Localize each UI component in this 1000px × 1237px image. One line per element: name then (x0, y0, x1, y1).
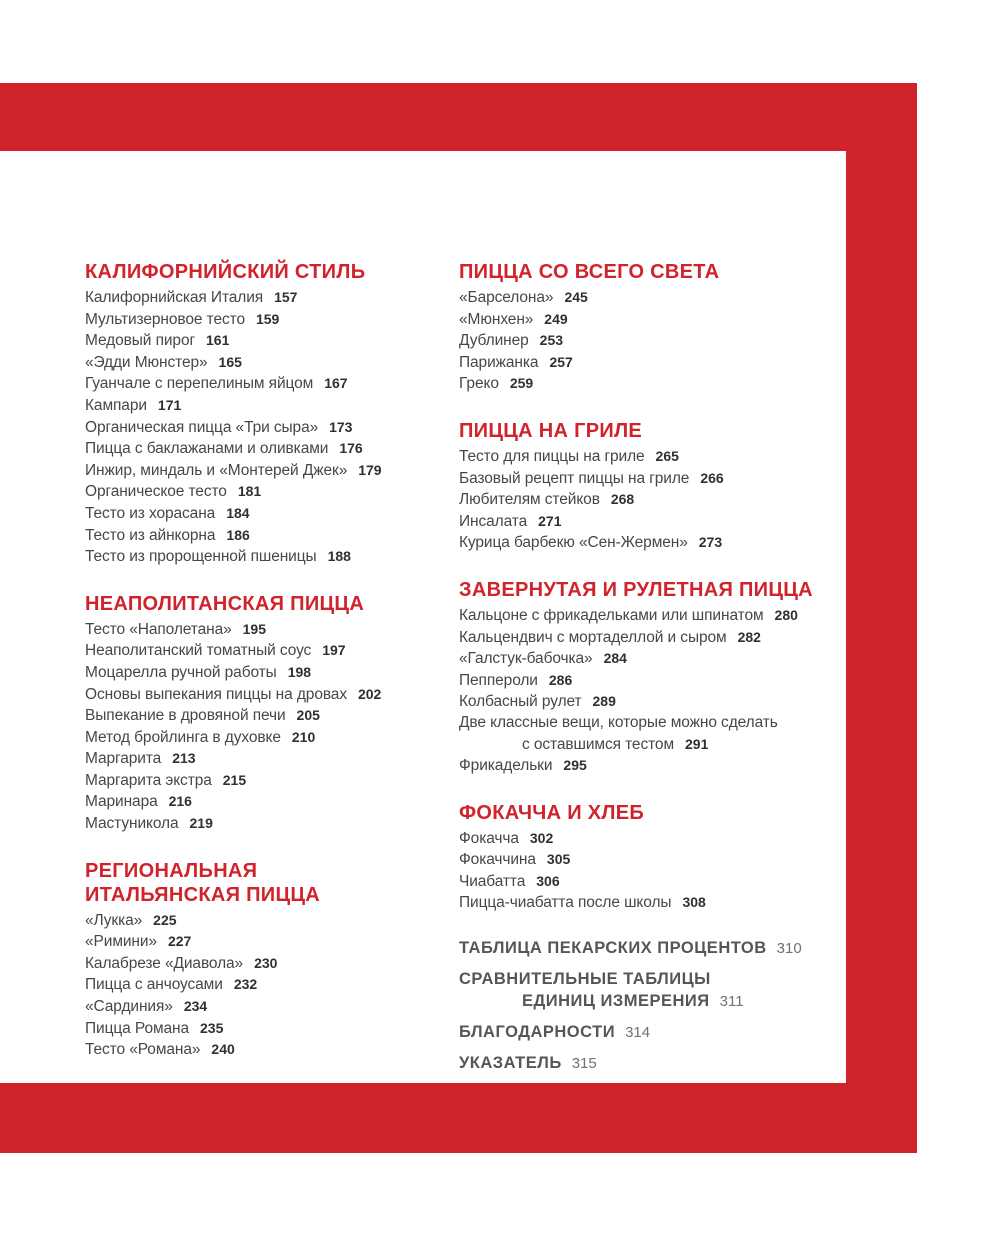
section-heading-line: НЕАПОЛИТАНСКАЯ ПИЦЦА (85, 592, 365, 615)
entry-label: Две классные вещи, которые можно сделать (459, 713, 778, 731)
page-number: 225 (153, 911, 177, 928)
entry-line (459, 849, 849, 871)
entry-label: Инсалата (459, 512, 528, 530)
entry-label: Органическая пицца «Три сыра» (85, 418, 319, 436)
toc-entry (459, 309, 849, 331)
entry-label: Кампари (85, 396, 147, 414)
entry-label: Моцарелла ручной работы (85, 663, 277, 681)
page-number: 186 (226, 526, 250, 543)
toc-entry (459, 373, 849, 395)
entry-label: Маринара (85, 793, 158, 811)
entry-line (85, 662, 457, 684)
entry-line (459, 309, 849, 331)
entry-line (459, 330, 849, 352)
entry-label: Пицца с анчоусами (85, 976, 223, 994)
entry-label: Курица барбекю «Сен-Жермен» (459, 534, 688, 552)
entry-label: с оставшимся тестом (522, 735, 675, 753)
entry-label: Гуанчале с перепелиным яйцом (85, 375, 314, 393)
page-number: 291 (685, 735, 709, 752)
entry-label: Органическое тесто (85, 483, 227, 501)
page-number: 280 (774, 606, 798, 623)
entry-line (85, 974, 457, 996)
entry-line (85, 460, 457, 482)
toc-section (85, 592, 457, 835)
entry-line (459, 691, 849, 713)
section-heading-line: ФОКАЧЧА И ХЛЕБ (459, 801, 645, 824)
back-matter-entry (459, 1021, 849, 1044)
entry-label: ТАБЛИЦА ПЕКАРСКИХ ПРОЦЕНТОВ (459, 939, 767, 958)
page-number: 284 (603, 650, 627, 667)
entry-line (85, 748, 457, 770)
entry-label: Выпекание в дровяной печи (85, 707, 286, 725)
toc-entry (85, 662, 457, 684)
toc-entry (85, 352, 457, 374)
entry-label: «Сардиния» (85, 998, 173, 1016)
entry-line (459, 373, 849, 395)
toc-entry (85, 481, 457, 503)
page-number: 271 (538, 512, 562, 529)
entry-line (459, 352, 849, 374)
entry-line (85, 417, 457, 439)
entry-label: Калифорнийская Италия (85, 289, 264, 306)
page-number: 314 (625, 1024, 651, 1042)
entry-label: Фрикадельки (459, 757, 553, 775)
toc-entry (459, 892, 849, 914)
entry-label: Тесто из айнкорна (85, 526, 216, 544)
page-number: 305 (546, 851, 571, 868)
toc-entry (85, 619, 457, 641)
back-matter-entry (459, 937, 849, 960)
entry-line (85, 546, 457, 568)
entry-label: Фокаччина (459, 851, 536, 869)
entry-line (85, 705, 457, 727)
page-number: 232 (233, 976, 258, 993)
back-matter-entry (459, 1052, 849, 1075)
toc-entry (85, 525, 457, 547)
page-number: 273 (698, 534, 723, 551)
toc-entry (85, 438, 457, 460)
entry-line (85, 503, 457, 525)
page-number: 302 (529, 829, 554, 846)
section-heading (459, 419, 849, 443)
entry-label: УКАЗАТЕЛЬ (459, 1054, 562, 1073)
entry-line (85, 395, 457, 417)
entry-line (459, 828, 849, 850)
toc-entry (85, 1039, 457, 1061)
toc-entry (85, 705, 457, 727)
toc-entry (85, 684, 457, 706)
toc-entry (459, 871, 849, 893)
entry-label: Калабрезе «Диавола» (85, 954, 244, 972)
toc-entry (85, 330, 457, 352)
page-number: 282 (737, 628, 761, 645)
entry-label: Базовый рецепт пиццы на гриле (459, 469, 690, 487)
entry-label: Фокачча (459, 829, 519, 847)
entry-line (459, 937, 849, 960)
page-number: 235 (200, 1019, 224, 1036)
entry-line (459, 892, 849, 914)
entry-line (85, 619, 457, 641)
entry-line (459, 446, 849, 468)
toc-entry (85, 791, 457, 813)
entry-line (85, 438, 457, 460)
entry-label: Неаполитанский томатный соус (85, 642, 312, 660)
entry-line (459, 734, 849, 756)
entry-line (459, 755, 849, 777)
entry-line (85, 684, 457, 706)
toc-column-right (459, 260, 849, 1075)
toc-section (459, 419, 849, 554)
section-heading (85, 859, 457, 907)
page-number: 165 (218, 353, 242, 370)
toc-entry (85, 974, 457, 996)
page-number: 171 (157, 396, 182, 413)
page-number: 179 (358, 461, 382, 478)
page-number: 167 (324, 375, 348, 392)
page-number: 198 (287, 663, 312, 680)
section-heading (459, 578, 849, 602)
toc-section (85, 859, 457, 1061)
toc-entry (85, 546, 457, 568)
toc-entry (459, 489, 849, 511)
entry-line (85, 287, 457, 309)
page-number: 210 (291, 728, 316, 745)
toc-entry (459, 511, 849, 533)
toc-section (459, 801, 849, 914)
page-number: 188 (327, 548, 351, 565)
toc-entry (459, 532, 849, 554)
entry-label: Любителям стейков (459, 491, 600, 509)
entry-label: «Лукка» (85, 911, 143, 929)
page-number: 227 (167, 933, 192, 950)
page-number: 215 (222, 771, 247, 788)
toc-entry (85, 996, 457, 1018)
section-heading-line: ЗАВЕРНУТАЯ И РУЛЕТНАЯ ПИЦЦА (459, 578, 813, 601)
page-number: 195 (242, 620, 266, 637)
page-number: 265 (655, 447, 679, 464)
entry-line (85, 525, 457, 547)
entry-line (85, 953, 457, 975)
entry-line (459, 489, 849, 511)
entry-line (85, 791, 457, 813)
entry-line (85, 352, 457, 374)
toc-entry (459, 352, 849, 374)
section-heading (459, 260, 849, 284)
page-number: 173 (329, 418, 353, 435)
entry-label: Пицца-чиабатта после школы (459, 894, 672, 912)
entry-label: Кальцоне с фрикадельками или шпинатом (459, 606, 764, 624)
toc-entry (85, 287, 457, 309)
section-heading-line: КАЛИФОРНИЙСКИЙ СТИЛЬ (85, 261, 366, 283)
toc-entry (85, 1018, 457, 1040)
toc-entry (85, 910, 457, 932)
entry-line (459, 627, 849, 649)
section-heading-line: ПИЦЦА СО ВСЕГО СВЕТА (459, 261, 720, 283)
entry-label: Пицца с баклажанами и оливками (85, 440, 329, 458)
back-matter-list (459, 937, 849, 1075)
page-number: 259 (509, 375, 534, 392)
page-number: 184 (226, 504, 250, 521)
toc-entry (459, 648, 849, 670)
page-number: 245 (564, 289, 588, 305)
page-number: 310 (776, 940, 802, 958)
entry-line (85, 373, 457, 395)
entry-line (459, 1021, 849, 1044)
entry-label: БЛАГОДАРНОСТИ (459, 1023, 616, 1042)
entry-line (459, 1052, 849, 1075)
entry-line (85, 330, 457, 352)
page-number: 306 (536, 872, 560, 889)
section-heading (459, 801, 849, 825)
entry-label: «Эдди Мюнстер» (85, 353, 208, 371)
entry-label: «Римини» (85, 933, 157, 951)
entry-label: Маргарита экстра (85, 771, 212, 789)
toc-section (85, 260, 457, 568)
entry-label: Пеппероли (459, 671, 538, 689)
page-number: 308 (682, 894, 706, 911)
entry-label: Тесто «Романа» (85, 1041, 201, 1059)
entry-line (459, 605, 849, 627)
toc-column-left (85, 260, 457, 1061)
entry-line (459, 713, 849, 734)
toc-entry (459, 691, 849, 713)
entry-label: Тесто для пиццы на гриле (459, 447, 645, 465)
toc-entry (459, 713, 849, 755)
entry-line (459, 968, 849, 990)
page-number: 253 (539, 332, 564, 349)
toc-entry (85, 460, 457, 482)
entry-label: Метод бройлинга в духовке (85, 728, 281, 746)
page-number: 240 (211, 1041, 235, 1058)
page-number: 315 (571, 1055, 597, 1073)
entry-line (459, 287, 849, 309)
toc-entry (459, 446, 849, 468)
section-heading-line: ПИЦЦА НА ГРИЛЕ (459, 419, 643, 442)
toc-entry (459, 849, 849, 871)
page-number: 161 (206, 332, 230, 349)
toc-entry (459, 755, 849, 777)
entry-line (85, 931, 457, 953)
entry-label: Греко (459, 375, 499, 393)
toc-entry (85, 373, 457, 395)
entry-label: «Галстук-бабочка» (459, 650, 593, 668)
toc-entry (85, 770, 457, 792)
section-heading (85, 260, 457, 284)
entry-label: Колбасный рулет (459, 693, 582, 711)
toc-entry (459, 627, 849, 649)
entry-line (85, 910, 457, 932)
toc-entry (85, 395, 457, 417)
toc-entry (85, 503, 457, 525)
toc-entry (85, 953, 457, 975)
page-number: 216 (168, 793, 192, 810)
toc-entry (459, 330, 849, 352)
toc-entry (85, 931, 457, 953)
page-number: 219 (189, 815, 213, 832)
toc-entry (85, 813, 457, 835)
entry-label: Пицца Романа (85, 1019, 190, 1037)
toc-entry (459, 605, 849, 627)
entry-line (85, 996, 457, 1018)
section-heading (85, 592, 457, 616)
page-number: 286 (548, 671, 573, 688)
page-number: 234 (183, 998, 208, 1015)
page-number: 176 (339, 440, 363, 457)
entry-label: «Барселона» (459, 289, 554, 306)
page-number: 213 (172, 750, 196, 767)
entry-label: Чиабатта (459, 872, 526, 890)
entry-line (459, 990, 849, 1013)
entry-label: Инжир, миндаль и «Монтерей Джек» (85, 461, 348, 479)
entry-line (459, 532, 849, 554)
toc-section (459, 260, 849, 395)
entry-label: «Мюнхен» (459, 310, 534, 328)
back-matter-entry (459, 968, 849, 1013)
entry-label: Кальцендвич с мортаделлой и сыром (459, 628, 727, 646)
page-number: 205 (296, 707, 320, 724)
page-number: 268 (610, 491, 635, 508)
toc-entry (85, 309, 457, 331)
entry-line (459, 871, 849, 893)
toc-entry (459, 287, 849, 309)
page-number: 295 (563, 757, 587, 774)
entry-line (85, 1018, 457, 1040)
page-number: 311 (719, 993, 744, 1011)
entry-line (85, 481, 457, 503)
entry-label: Маргарита (85, 750, 162, 768)
page-number: 249 (544, 310, 568, 327)
entry-line (459, 511, 849, 533)
page-number: 159 (255, 310, 280, 327)
toc-entry (85, 640, 457, 662)
entry-label: Дублинер (459, 332, 529, 350)
toc-entry (85, 748, 457, 770)
toc-entry (459, 670, 849, 692)
toc-entry (459, 468, 849, 490)
entry-label: Тесто «Наполетана» (85, 620, 232, 638)
page-number: 202 (357, 685, 382, 702)
page-number: 230 (254, 954, 278, 971)
entry-label: Тесто из пророщенной пшеницы (85, 548, 317, 566)
section-heading-line: ИТАЛЬЯНСКАЯ ПИЦЦА (85, 883, 321, 906)
entry-label: Основы выпекания пиццы на дровах (85, 685, 347, 703)
page-number: 257 (549, 353, 573, 370)
entry-line (459, 648, 849, 670)
entry-label: Мультизерновое тесто (85, 310, 245, 328)
entry-line (85, 813, 457, 835)
entry-line (85, 640, 457, 662)
toc-section (459, 578, 849, 777)
entry-line (85, 770, 457, 792)
page-number: 289 (592, 693, 616, 710)
toc-entry (459, 828, 849, 850)
entry-label: Тесто из хорасана (85, 504, 216, 522)
entry-line (85, 1039, 457, 1061)
entry-label: Медовый пирог (85, 332, 196, 350)
toc-entry (85, 727, 457, 749)
page-number: 266 (700, 469, 724, 486)
entry-line (459, 468, 849, 490)
toc-entry (85, 417, 457, 439)
page-number: 197 (322, 642, 346, 659)
entry-label: СРАВНИТЕЛЬНЫЕ ТАБЛИЦЫ (459, 970, 711, 989)
entry-line (85, 727, 457, 749)
entry-label: Мастуникола (85, 815, 179, 833)
entry-line (85, 309, 457, 331)
page-number: 157 (274, 289, 298, 305)
section-heading-line: РЕГИОНАЛЬНАЯ (85, 859, 258, 882)
entry-label: ЕДИНИЦ ИЗМЕРЕНИЯ (522, 992, 710, 1011)
entry-line (459, 670, 849, 692)
entry-label: Парижанка (459, 353, 539, 371)
page-number: 181 (237, 483, 262, 500)
